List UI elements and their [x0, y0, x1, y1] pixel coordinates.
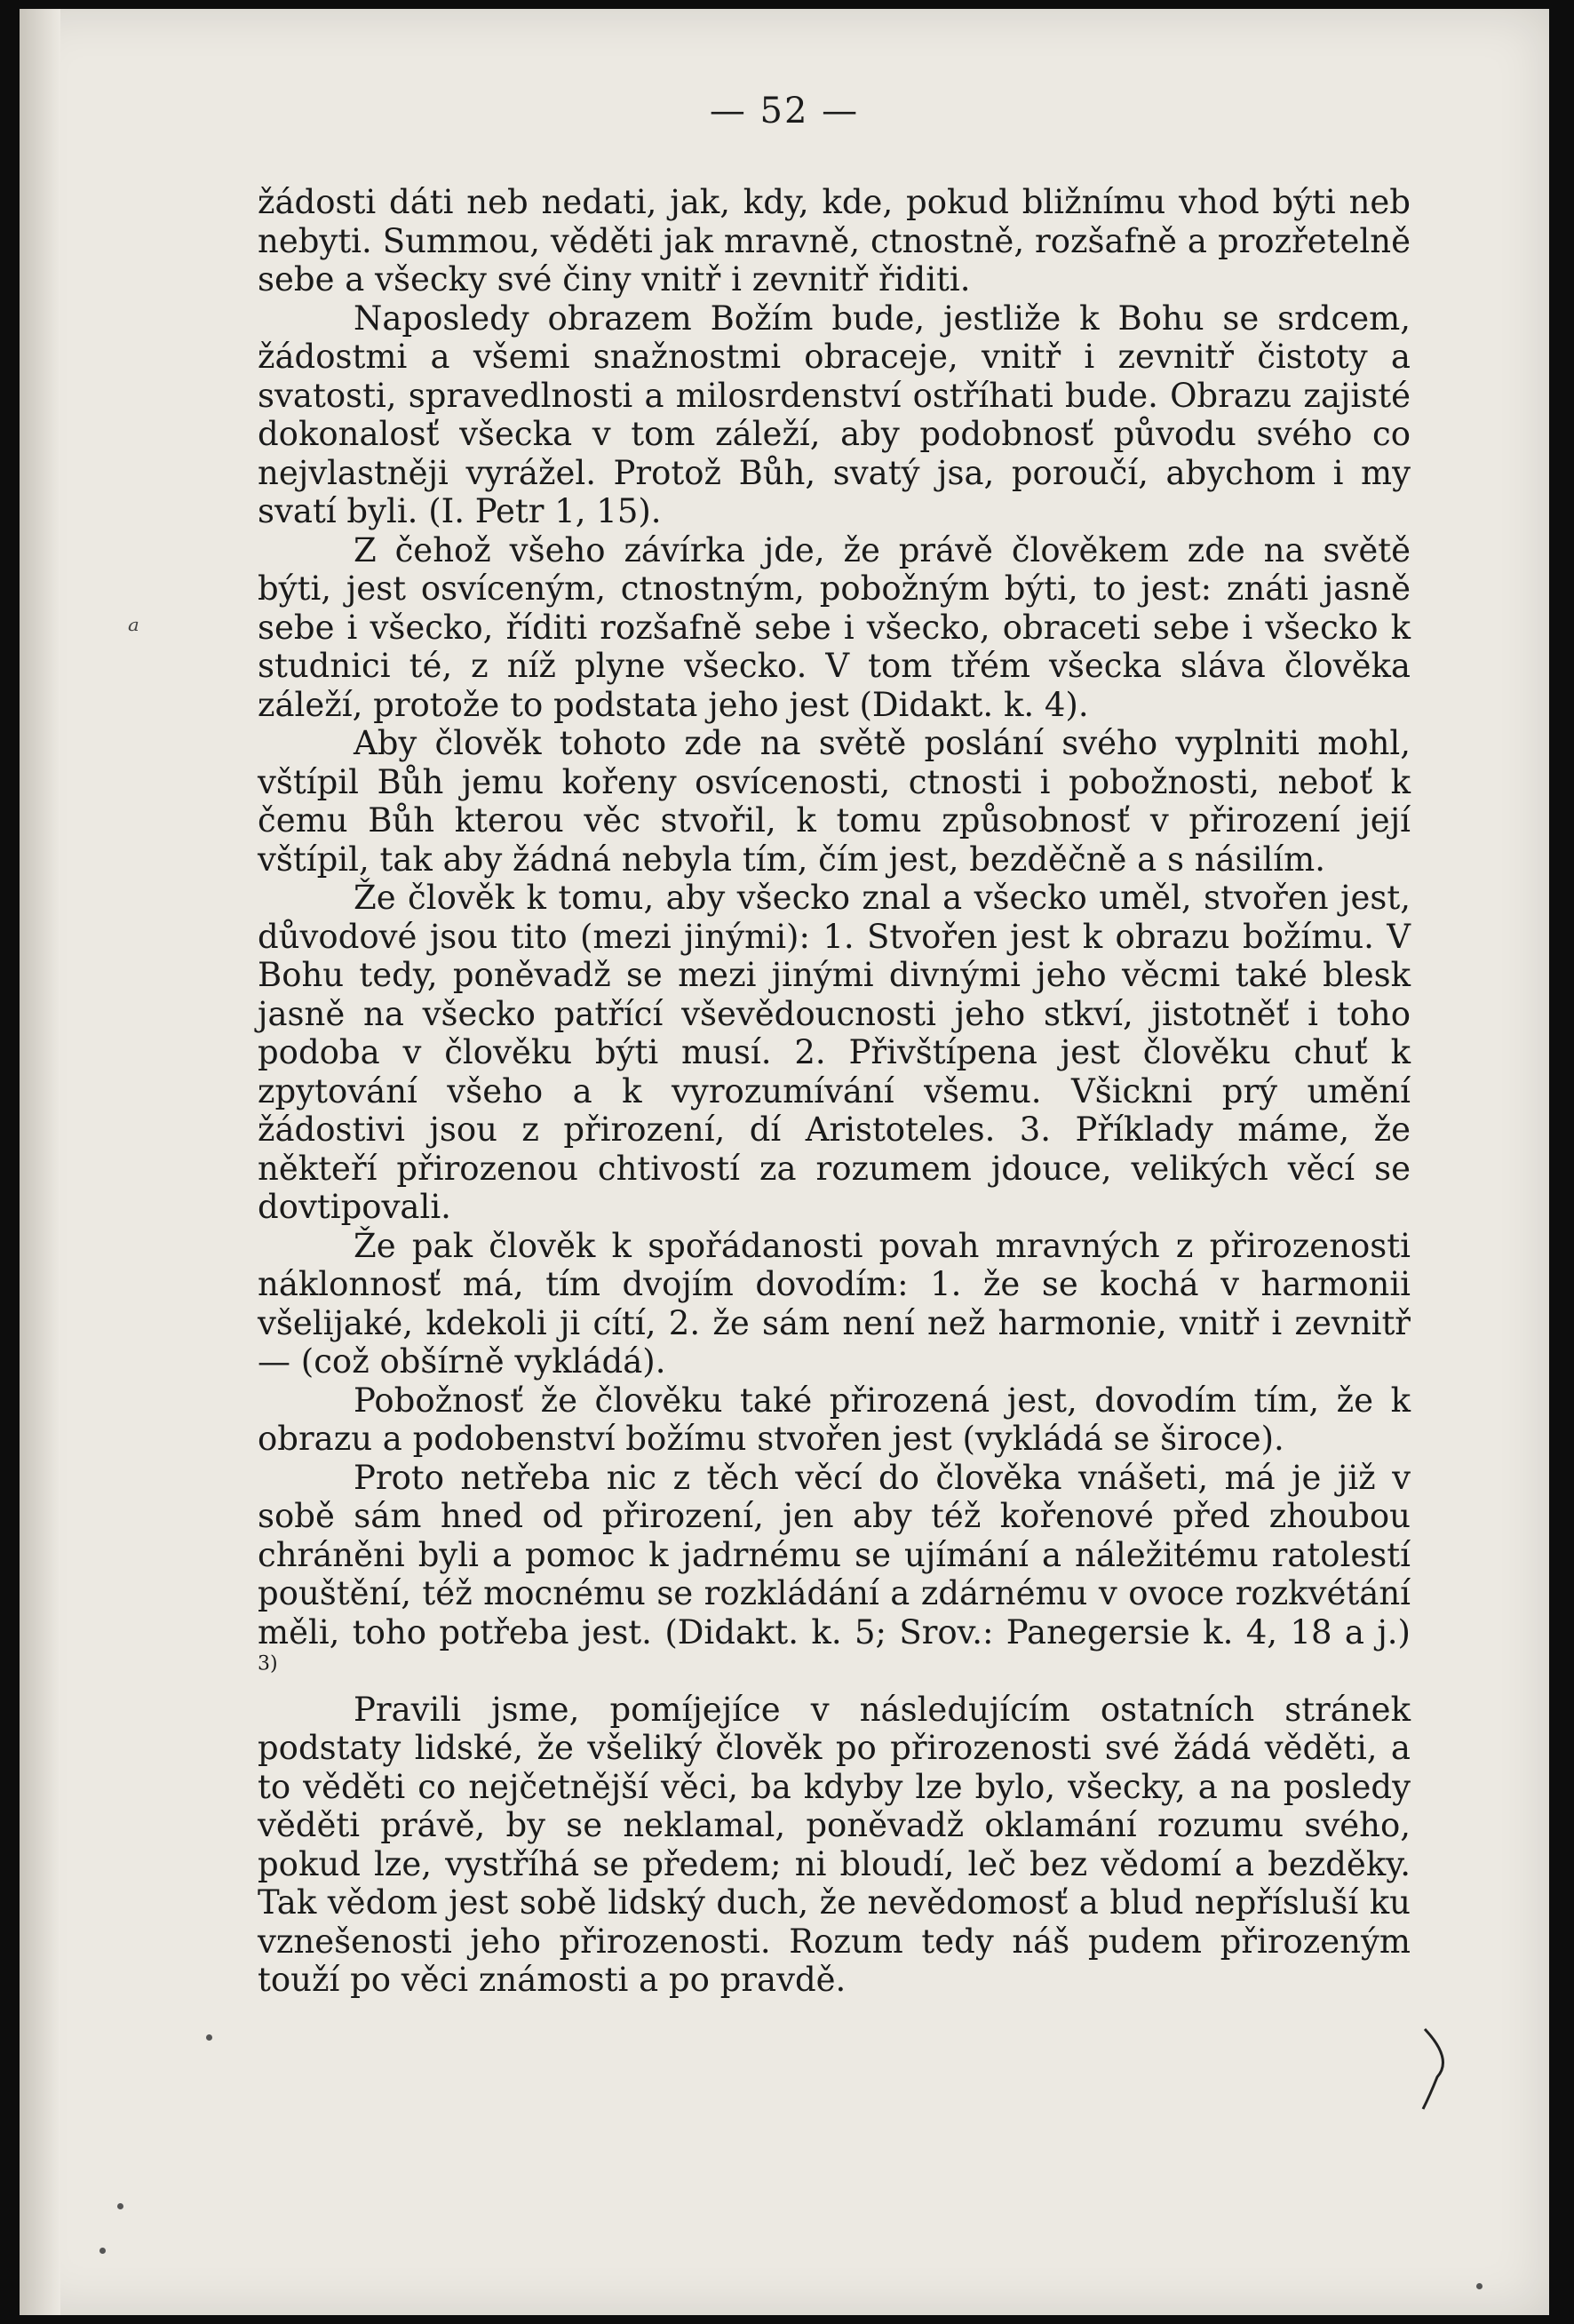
- speck: [1476, 2283, 1483, 2289]
- paragraph: Naposledy obrazem Božím bude, jestliže k Bohu se srdcem, žádostmi a všemi snažnostmi obraceje, vnitř i zevnitř čistoty a svatosti, spravedlnosti a milosrdenství ostříhati bude. Obrazu zajisté dokonalosť všecka v tom záleží, aby podobnosť původu svého co nejvlastněji vyrážel. Protož Bůh, svatý jsa, poroučí, abychom i my svatí byli. (I. Petr 1, 15).: [258, 298, 1411, 530]
- page-number: — 52 —: [709, 91, 860, 131]
- scanned-page: [20, 9, 1549, 2315]
- body-text: [258, 183, 1411, 2000]
- paragraph: Že pak člověk k spořádanosti povah mravných z přirozenosti náklonnosť má, tím dvojím dovodím: 1. že se kochá v harmonii všelijaké, kdekoli ji cítí, 2. že sám není než harmonie, vnitř i zevnitř — (což obšírně vykládá).: [258, 1226, 1411, 1381]
- margin-pencil-mark: ᵃ: [128, 613, 139, 649]
- speck: [99, 2248, 106, 2254]
- page-spine-shadow: [20, 9, 60, 2315]
- paragraph: Z čehož všeho závírka jde, že právě člověkem zde na světě býti, jest osvíceným, ctnostným, pobožným býti, to jest: znáti jasně sebe i všecko, říditi rozšafně sebe i všecko, obraceti sebe i všecko k studnici té, z níž plyne všecko. V tom třém všecka sláva člověka záleží, protože to podstata jeho jest (Didakt. k. 4).: [258, 530, 1411, 724]
- speck: [206, 2034, 212, 2041]
- paragraph: žádosti dáti neb nedati, jak, kdy, kde, pokud bližnímu vhod býti neb nebyti. Summou, věděti jak mravně, ctnostně, rozšafně a prozřetelně sebe a všecky své činy vnitř i zevnitř řiditi.: [258, 183, 1411, 298]
- paragraph: Pravili jsme, pomíjejíce v následujícím ostatních stránek podstaty lidské, že všeliký člověk po přirozenosti své žádá věděti, a to věděti co nejčetnější věci, ba kdyby lze bylo, všecky, a na posledy věděti právě, by se neklamal, poněvadž oklamání rozumu svého, pokud lze, vystříhá se předem; ni bloudí, leč bez vědomí a bezděky. Tak vědom jest sobě lidský duch, že nevědomosť a blud nepřísluší ku vznešenosti jeho přirozenosti. Rozum tedy náš pudem přirozeným touží po věci známosti a po pravdě.: [258, 1690, 1411, 1999]
- paragraph: Pobožnosť že člověku také přirozená jest, dovodím tím, že k obrazu a podobenství božímu stvořen jest (vykládá se široce).: [258, 1381, 1411, 1458]
- paragraph: Že člověk k tomu, aby všecko znal a všecko uměl, stvořen jest, důvodové jsou tito (mezi jinými): 1. Stvořen jest k obrazu božímu. V Bohu tedy, poněvadž se mezi jinými divnými jeho věcmi také blesk jasně na všecko patřící vševědoucnosti jeho stkví, jistotněť i toho podoba v člověku býti musí. 2. Přivštípena jest člověku chuť k zpytování všeho a k vyrozumívání všemu. Všickni prý umění žádostivi jsou z přirození, dí Aristoteles. 3. Příklady máme, že někteří přirozenou chtivostí za rozumem jdouce, velikých věcí se dovtipovali.: [258, 879, 1411, 1226]
- paragraph: Aby člověk tohoto zde na světě poslání svého vyplniti mohl, vštípil Bůh jemu kořeny osvícenosti, ctnosti i pobožnosti, neboť k čemu Bůh kterou věc stvořil, k tomu způsobnosť v přirození její vštípil, tak aby žádná nebyla tím, čím jest, bezděčně a s násilím.: [258, 724, 1411, 879]
- closing-bracket-mark: [1421, 2024, 1457, 2113]
- footnote-reference: 3): [258, 1652, 278, 1675]
- paragraph: Proto netřeba nic z těch věcí do člověka vnášeti, má je již v sobě sám hned od přirození, jen aby též kořenové před zhoubou chráněni byli a pomoc k jadrnému se ujímání a náležitému ratolestí pouštění, též mocnému se rozkládání a zdárnému v ovoce rozkvétání měli, toho potřeba jest. (Didakt. k. 5; Srov.: Panegersie k. 4, 18 a j.) $^{3)}$: [258, 1458, 1411, 1675]
- speck: [117, 2203, 123, 2209]
